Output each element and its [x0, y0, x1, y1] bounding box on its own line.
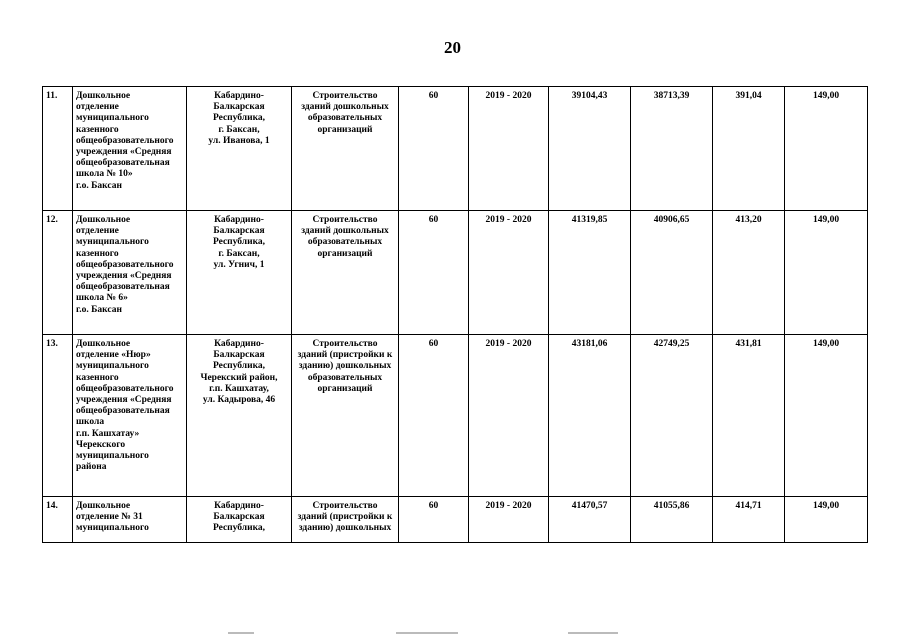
row-number-cell: 13.	[43, 335, 73, 497]
federal-amount-cell: 41055,86	[631, 497, 713, 543]
total-amount-cell: 41319,85	[549, 211, 631, 335]
period-cell: 2019 - 2020	[469, 335, 549, 497]
capacity-cell: 60	[399, 87, 469, 211]
last-amount-cell: 149,00	[785, 335, 868, 497]
row-number-cell: 11.	[43, 87, 73, 211]
total-amount-cell: 43181,06	[549, 335, 631, 497]
last-amount-cell: 149,00	[785, 497, 868, 543]
address-cell: Кабардино- Балкарская Республика, Черекский район, г.п. Кашхатау, ул. Кадырова, 46	[187, 335, 292, 497]
construction-type-cell: Строительство зданий (пристройки к зданию) дошкольных образовательных организаций	[292, 335, 399, 497]
regional-amount-cell: 413,20	[713, 211, 785, 335]
period-cell: 2019 - 2020	[469, 87, 549, 211]
scan-artifact	[228, 632, 254, 634]
federal-amount-cell: 42749,25	[631, 335, 713, 497]
regional-amount-cell: 391,04	[713, 87, 785, 211]
construction-type-cell: Строительство зданий дошкольных образовательных организаций	[292, 87, 399, 211]
capacity-cell: 60	[399, 497, 469, 543]
row-number-cell: 12.	[43, 211, 73, 335]
period-cell: 2019 - 2020	[469, 211, 549, 335]
address-cell: Кабардино- Балкарская Республика,	[187, 497, 292, 543]
facilities-table	[42, 86, 868, 543]
scan-artifact	[396, 632, 458, 634]
regional-amount-cell: 414,71	[713, 497, 785, 543]
row-number-cell: 14.	[43, 497, 73, 543]
regional-amount-cell: 431,81	[713, 335, 785, 497]
page-number: 20	[444, 38, 461, 57]
table-row	[43, 211, 868, 335]
table-row	[43, 497, 868, 543]
table-row	[43, 335, 868, 497]
table-body	[43, 87, 868, 543]
address-cell: Кабардино- Балкарская Республика, г. Баксан, ул. Иванова, 1	[187, 87, 292, 211]
table-row	[43, 87, 868, 211]
institution-name-cell: Дошкольное отделение «Нюр» муниципального казенного общеобразовательного учреждения «Средняя общеобразовательная школа г.п. Кашхатау» Черекского муниципального района	[73, 335, 187, 497]
construction-type-cell: Строительство зданий (пристройки к зданию) дошкольных	[292, 497, 399, 543]
total-amount-cell: 41470,57	[549, 497, 631, 543]
scan-artifact	[568, 632, 618, 634]
period-cell: 2019 - 2020	[469, 497, 549, 543]
capacity-cell: 60	[399, 211, 469, 335]
address-cell: Кабардино- Балкарская Республика, г. Баксан, ул. Угнич, 1	[187, 211, 292, 335]
institution-name-cell: Дошкольное отделение № 31 муниципального	[73, 497, 187, 543]
institution-name-cell: Дошкольное отделение муниципального казенного общеобразовательного учреждения «Средняя общеобразовательная школа № 10» г.о. Баксан	[73, 87, 187, 211]
construction-type-cell: Строительство зданий дошкольных образовательных организаций	[292, 211, 399, 335]
last-amount-cell: 149,00	[785, 87, 868, 211]
federal-amount-cell: 38713,39	[631, 87, 713, 211]
last-amount-cell: 149,00	[785, 211, 868, 335]
institution-name-cell: Дошкольное отделение муниципального казенного общеобразовательного учреждения «Средняя общеобразовательная школа № 6» г.о. Баксан	[73, 211, 187, 335]
capacity-cell: 60	[399, 335, 469, 497]
federal-amount-cell: 40906,65	[631, 211, 713, 335]
total-amount-cell: 39104,43	[549, 87, 631, 211]
